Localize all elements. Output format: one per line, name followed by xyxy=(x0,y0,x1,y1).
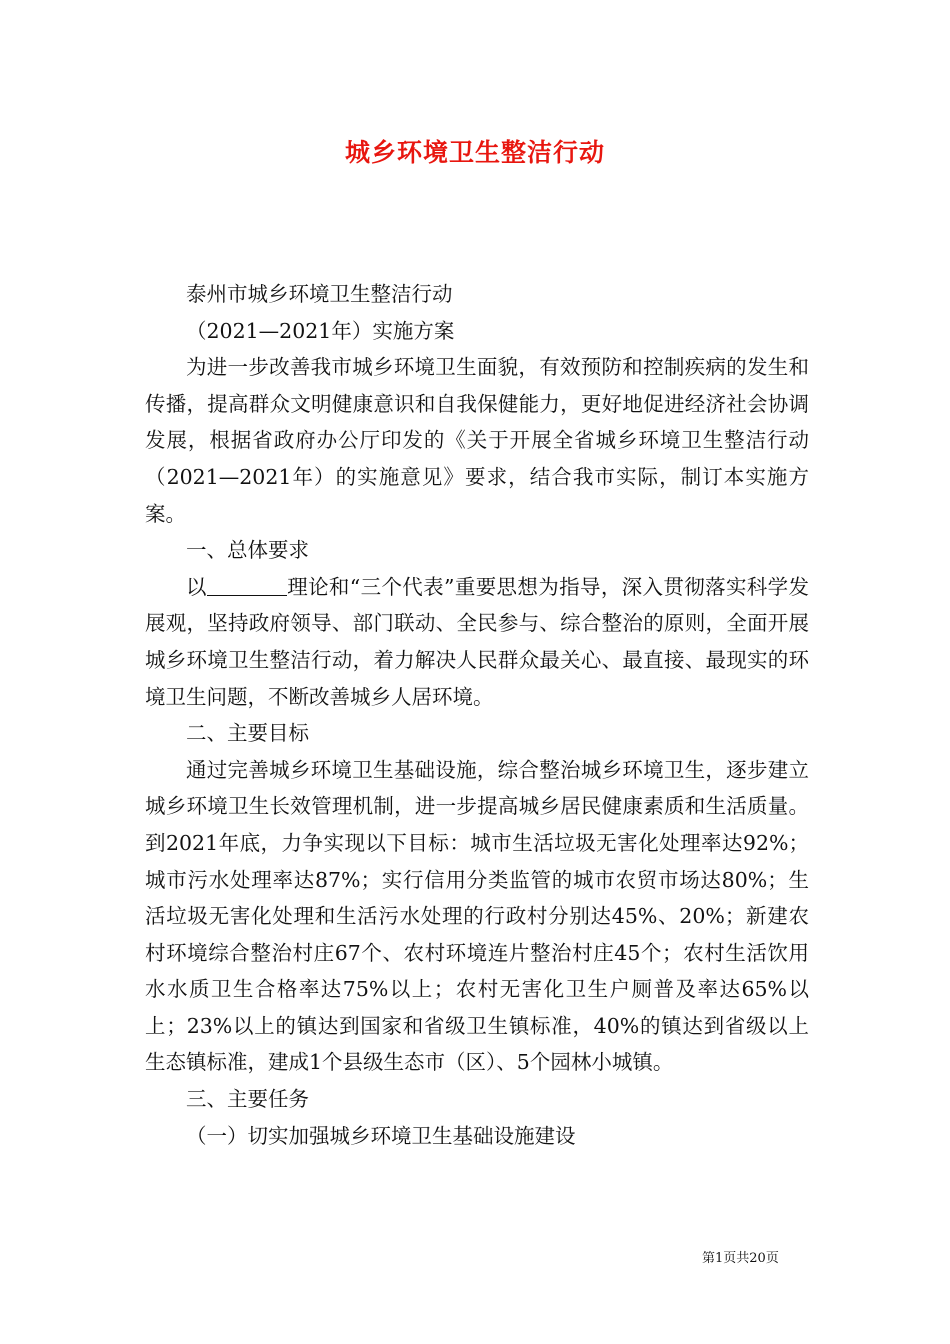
section-heading-2: 二、主要目标 xyxy=(186,721,309,746)
section-heading-1: 一、总体要求 xyxy=(186,538,309,563)
subsection-heading-3-1: （一）切实加强城乡环境卫生基础设施建设 xyxy=(186,1123,576,1148)
subtitle-line-2: （2021—2021年）实施方案 xyxy=(186,318,455,343)
page-number: 第1页共20页 xyxy=(702,1251,779,1266)
intro-paragraph: 为进一步改善我市城乡环境卫生面貌，有效预防和控制疾病的发生和传播，提高群众文明健康意识和自我保健能力，更好地促进经济社会协调发展，根据省政府办公厅印发的《关于开展全省城乡环境卫生整洁行动（2021—2021年）的实施意见》要求，结合我市实际，制订本实施方案。 xyxy=(145,355,809,526)
section-2-paragraph: 通过完善城乡环境卫生基础设施，综合整治城乡环境卫生，逐步建立城乡环境卫生长效管理机制，进一步提高城乡居民健康素质和生活质量。到2021年底，力争实现以下目标：城市生活垃圾无害化处理率达92%；城市污水处理率达87%；实行信用分类监管的城市农贸市场达80%；生活垃圾无害化处理和生活污水处理的行政村分别达45%、20%；新建农村环境综合整治村庄67个、农村环境连片整治村庄45个；农村生活饮用水水质卫生合格率达75%以上；农村无害化卫生户厕普及率达65%以上；23%以上的镇达到国家和省级卫生镇标准，40%的镇达到省级以上生态镇标准，建成1个县级生态市（区）、5个园林小城镇。 xyxy=(145,757,809,1075)
section-1-prefix: 以 xyxy=(186,574,207,599)
section-heading-3: 三、主要任务 xyxy=(186,1087,309,1112)
section-1-paragraph xyxy=(145,569,809,715)
subtitle-line-1: 泰州市城乡环境卫生整洁行动 xyxy=(186,282,453,306)
section-1-text: 理论和“三个代表”重要思想为指导，深入贯彻落实科学发展观，坚持政府领导、部门联动、全民参与、综合整治的原则，全面开展城乡环境卫生整洁行动，着力解决人民群众最关心、最直接、最现实的环境卫生问题，不断改善城乡人居环境。 xyxy=(145,574,809,709)
document-body xyxy=(145,276,809,1154)
redacted-blank xyxy=(207,574,287,596)
document-title: 城乡环境卫生整洁行动 xyxy=(344,138,605,167)
